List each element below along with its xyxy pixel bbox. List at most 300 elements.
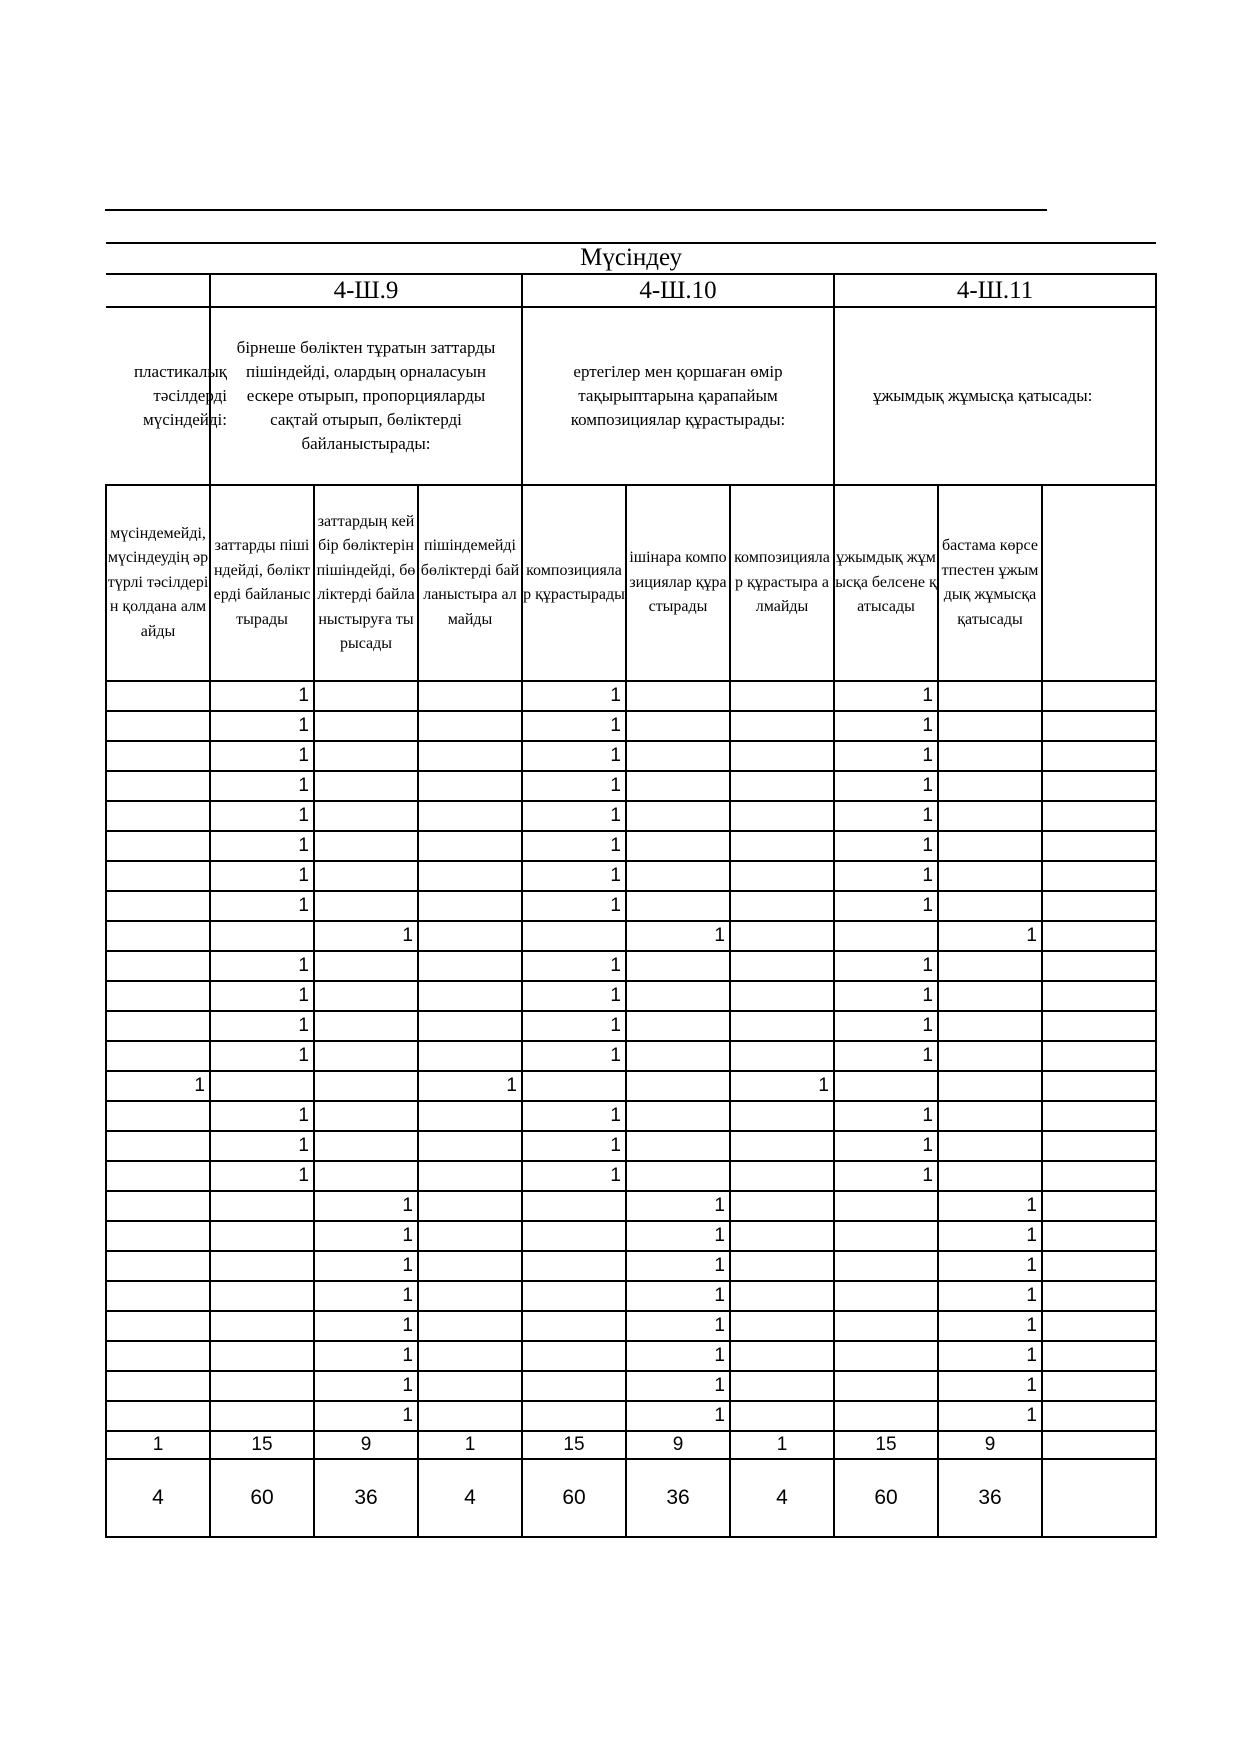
mark-cell bbox=[1042, 1071, 1156, 1101]
mark-cell bbox=[626, 1011, 730, 1041]
mark-cell: 1 bbox=[210, 801, 314, 831]
mark-cell bbox=[418, 1191, 522, 1221]
mark-cell: 1 bbox=[210, 951, 314, 981]
mark-cell bbox=[1042, 921, 1156, 951]
total-cell bbox=[1042, 1431, 1156, 1459]
mark-cell bbox=[938, 951, 1042, 981]
mark-cell bbox=[1042, 1401, 1156, 1431]
mark-cell bbox=[1042, 891, 1156, 921]
table-row bbox=[106, 1311, 1156, 1341]
table-row bbox=[106, 1341, 1156, 1371]
mark-cell: 1 bbox=[210, 891, 314, 921]
mark-cell: 1 bbox=[314, 1251, 418, 1281]
subheader-2: заттарды пішіндейді, бөліктерді байланыстырады bbox=[210, 485, 314, 681]
mark-cell bbox=[730, 1311, 834, 1341]
mark-cell bbox=[834, 1311, 938, 1341]
mark-cell: 1 bbox=[834, 1101, 938, 1131]
mark-cell bbox=[730, 681, 834, 711]
mark-cell: 1 bbox=[626, 1221, 730, 1251]
mark-cell bbox=[730, 831, 834, 861]
mark-cell bbox=[730, 891, 834, 921]
mark-cell bbox=[418, 981, 522, 1011]
mark-cell bbox=[730, 1191, 834, 1221]
mark-cell bbox=[106, 831, 210, 861]
mark-cell: 1 bbox=[210, 1011, 314, 1041]
total-cell: 9 bbox=[938, 1431, 1042, 1459]
total-cell: 9 bbox=[314, 1431, 418, 1459]
mark-cell bbox=[314, 1071, 418, 1101]
mark-cell: 1 bbox=[522, 981, 626, 1011]
mark-cell bbox=[730, 921, 834, 951]
percent-cell: 4 bbox=[418, 1459, 522, 1537]
mark-cell bbox=[626, 951, 730, 981]
mark-cell bbox=[106, 861, 210, 891]
mark-cell bbox=[626, 981, 730, 1011]
mark-cell bbox=[626, 681, 730, 711]
mark-cell bbox=[106, 801, 210, 831]
mark-cell: 1 bbox=[938, 1221, 1042, 1251]
mark-cell bbox=[418, 741, 522, 771]
mark-cell bbox=[938, 1161, 1042, 1191]
total-cell: 15 bbox=[522, 1431, 626, 1459]
mark-cell bbox=[730, 1011, 834, 1041]
mark-cell: 1 bbox=[834, 741, 938, 771]
mark-cell: 1 bbox=[210, 981, 314, 1011]
mark-cell: 1 bbox=[210, 771, 314, 801]
mark-cell: 1 bbox=[834, 831, 938, 861]
mark-cell: 1 bbox=[938, 1371, 1042, 1401]
mark-cell bbox=[418, 771, 522, 801]
mark-cell bbox=[418, 1041, 522, 1071]
mark-cell bbox=[1042, 1251, 1156, 1281]
mark-cell: 1 bbox=[834, 891, 938, 921]
mark-cell bbox=[626, 831, 730, 861]
assessment-sheet bbox=[105, 242, 1093, 1592]
total-cell: 15 bbox=[210, 1431, 314, 1459]
mark-cell bbox=[210, 1341, 314, 1371]
mark-cell bbox=[626, 1041, 730, 1071]
subheader-row bbox=[106, 485, 1156, 681]
mark-cell bbox=[1042, 1371, 1156, 1401]
mark-cell bbox=[106, 1101, 210, 1131]
mark-cell: 1 bbox=[834, 1131, 938, 1161]
table-row bbox=[106, 801, 1156, 831]
mark-cell bbox=[938, 1011, 1042, 1041]
mark-cell bbox=[522, 1311, 626, 1341]
mark-cell bbox=[730, 1401, 834, 1431]
total-cell: 1 bbox=[106, 1431, 210, 1459]
mark-cell bbox=[626, 1101, 730, 1131]
mark-cell bbox=[106, 1251, 210, 1281]
mark-cell bbox=[106, 1311, 210, 1341]
description-4-sh-11: ұжымдық жұмысқа қатысады: bbox=[834, 307, 1156, 485]
mark-cell bbox=[834, 921, 938, 951]
mark-cell: 1 bbox=[626, 1191, 730, 1221]
mark-cell: 1 bbox=[106, 1071, 210, 1101]
mark-cell bbox=[1042, 801, 1156, 831]
mark-cell bbox=[106, 1011, 210, 1041]
description-partial: пластикалық тәсілдерді мүсіндейді: bbox=[106, 307, 210, 485]
table-row bbox=[106, 1191, 1156, 1221]
subheader-1: мүсіндемейді, мүсіндеудің әртүрлі тәсілдерін қолдана алмайды bbox=[106, 485, 210, 681]
mark-cell bbox=[418, 1371, 522, 1401]
mark-cell: 1 bbox=[938, 921, 1042, 951]
mark-cell bbox=[938, 711, 1042, 741]
table-row bbox=[106, 1251, 1156, 1281]
mark-cell: 1 bbox=[314, 1341, 418, 1371]
mark-cell bbox=[314, 981, 418, 1011]
mark-cell: 1 bbox=[938, 1341, 1042, 1371]
mark-cell bbox=[106, 681, 210, 711]
mark-cell bbox=[106, 951, 210, 981]
mark-cell bbox=[1042, 771, 1156, 801]
mark-cell bbox=[210, 1221, 314, 1251]
mark-cell: 1 bbox=[522, 681, 626, 711]
mark-cell bbox=[938, 741, 1042, 771]
mark-cell bbox=[210, 1371, 314, 1401]
mark-cell: 1 bbox=[522, 771, 626, 801]
mark-cell bbox=[1042, 1281, 1156, 1311]
mark-cell: 1 bbox=[522, 1011, 626, 1041]
mark-cell: 1 bbox=[938, 1281, 1042, 1311]
mark-cell bbox=[834, 1341, 938, 1371]
mark-cell: 1 bbox=[626, 921, 730, 951]
mark-cell bbox=[106, 1191, 210, 1221]
mark-cell bbox=[626, 801, 730, 831]
mark-cell bbox=[106, 1371, 210, 1401]
mark-cell bbox=[314, 681, 418, 711]
mark-cell bbox=[106, 711, 210, 741]
mark-cell bbox=[106, 1131, 210, 1161]
mark-cell bbox=[730, 1281, 834, 1311]
mark-cell bbox=[522, 1251, 626, 1281]
mark-cell bbox=[418, 1401, 522, 1431]
mark-cell: 1 bbox=[522, 951, 626, 981]
mark-cell bbox=[522, 1371, 626, 1401]
mark-cell bbox=[938, 1041, 1042, 1071]
mark-cell bbox=[106, 1401, 210, 1431]
description-row bbox=[106, 307, 1156, 485]
mark-cell bbox=[730, 1131, 834, 1161]
mark-cell: 1 bbox=[210, 741, 314, 771]
percent-cell: 36 bbox=[626, 1459, 730, 1537]
table-row bbox=[106, 741, 1156, 771]
code-row bbox=[106, 274, 1156, 307]
mark-cell: 1 bbox=[210, 681, 314, 711]
code-4-sh-11: 4-Ш.11 bbox=[834, 274, 1156, 307]
mark-cell bbox=[314, 771, 418, 801]
totals-row bbox=[106, 1431, 1156, 1459]
table-row bbox=[106, 1371, 1156, 1401]
mark-cell bbox=[210, 1071, 314, 1101]
mark-cell: 1 bbox=[834, 801, 938, 831]
mark-cell: 1 bbox=[938, 1311, 1042, 1341]
mark-cell: 1 bbox=[522, 1131, 626, 1161]
mark-cell bbox=[106, 1041, 210, 1071]
mark-cell: 1 bbox=[314, 1281, 418, 1311]
mark-cell: 1 bbox=[522, 1101, 626, 1131]
mark-cell bbox=[938, 1131, 1042, 1161]
mark-cell: 1 bbox=[626, 1311, 730, 1341]
mark-cell bbox=[418, 1101, 522, 1131]
mark-cell bbox=[106, 741, 210, 771]
mark-cell bbox=[106, 921, 210, 951]
mark-cell bbox=[938, 1071, 1042, 1101]
mark-cell bbox=[834, 1401, 938, 1431]
table-row bbox=[106, 1281, 1156, 1311]
table-row bbox=[106, 1401, 1156, 1431]
mark-cell bbox=[1042, 861, 1156, 891]
mark-cell: 1 bbox=[210, 1101, 314, 1131]
mark-cell bbox=[730, 1341, 834, 1371]
mark-cell bbox=[1042, 1101, 1156, 1131]
code-4-sh-10: 4-Ш.10 bbox=[522, 274, 834, 307]
mark-cell bbox=[210, 921, 314, 951]
mark-cell: 1 bbox=[210, 1131, 314, 1161]
assessment-table bbox=[105, 242, 1157, 1538]
mark-cell bbox=[314, 801, 418, 831]
mark-cell bbox=[730, 1371, 834, 1401]
mark-cell: 1 bbox=[834, 711, 938, 741]
mark-cell bbox=[418, 1161, 522, 1191]
mark-cell: 1 bbox=[522, 831, 626, 861]
mark-cell bbox=[1042, 1191, 1156, 1221]
mark-cell: 1 bbox=[834, 951, 938, 981]
mark-cell bbox=[418, 1251, 522, 1281]
mark-cell bbox=[418, 951, 522, 981]
table-row bbox=[106, 771, 1156, 801]
code-4-sh-9: 4-Ш.9 bbox=[210, 274, 522, 307]
mark-cell: 1 bbox=[210, 861, 314, 891]
mark-cell bbox=[314, 1041, 418, 1071]
subheader-9: бастама көрсетпестен ұжымдық жұмысқа қатысады bbox=[938, 485, 1042, 681]
mark-cell: 1 bbox=[522, 741, 626, 771]
mark-cell: 1 bbox=[314, 921, 418, 951]
mark-cell: 1 bbox=[314, 1191, 418, 1221]
mark-cell bbox=[106, 1341, 210, 1371]
mark-cell: 1 bbox=[834, 981, 938, 1011]
mark-cell: 1 bbox=[626, 1341, 730, 1371]
mark-cell bbox=[418, 921, 522, 951]
description-4-sh-10: ертегілер мен қоршаған өмір тақырыптарына қарапайым композициялар құрастырады: bbox=[522, 307, 834, 485]
mark-cell bbox=[1042, 831, 1156, 861]
mark-cell: 1 bbox=[938, 1401, 1042, 1431]
code-cell-empty bbox=[106, 274, 210, 307]
mark-cell bbox=[1042, 681, 1156, 711]
mark-cell bbox=[210, 1251, 314, 1281]
table-row bbox=[106, 951, 1156, 981]
mark-cell bbox=[626, 711, 730, 741]
mark-cell: 1 bbox=[522, 1041, 626, 1071]
mark-cell bbox=[834, 1251, 938, 1281]
table-row bbox=[106, 981, 1156, 1011]
table-row bbox=[106, 711, 1156, 741]
mark-cell bbox=[314, 1101, 418, 1131]
mark-cell bbox=[730, 1101, 834, 1131]
table-row bbox=[106, 681, 1156, 711]
mark-cell: 1 bbox=[834, 771, 938, 801]
mark-cell bbox=[522, 1401, 626, 1431]
mark-cell bbox=[938, 801, 1042, 831]
mark-cell bbox=[522, 1341, 626, 1371]
mark-cell bbox=[314, 891, 418, 921]
mark-cell: 1 bbox=[314, 1221, 418, 1251]
percent-cell: 4 bbox=[106, 1459, 210, 1537]
mark-cell bbox=[834, 1191, 938, 1221]
percent-cell: 36 bbox=[938, 1459, 1042, 1537]
mark-cell bbox=[626, 861, 730, 891]
mark-cell: 1 bbox=[314, 1371, 418, 1401]
table-row bbox=[106, 1041, 1156, 1071]
subheader-7: композициялар құрастыра алмайды bbox=[730, 485, 834, 681]
mark-cell bbox=[626, 741, 730, 771]
mark-cell bbox=[418, 1311, 522, 1341]
mark-cell bbox=[1042, 981, 1156, 1011]
table-row bbox=[106, 1221, 1156, 1251]
mark-cell bbox=[938, 831, 1042, 861]
mark-cell: 1 bbox=[522, 891, 626, 921]
subheader-clipped bbox=[1042, 485, 1156, 681]
mark-cell bbox=[418, 891, 522, 921]
mark-cell bbox=[626, 1161, 730, 1191]
mark-cell: 1 bbox=[626, 1371, 730, 1401]
mark-cell bbox=[938, 861, 1042, 891]
table-row bbox=[106, 1131, 1156, 1161]
mark-cell bbox=[730, 801, 834, 831]
table-row bbox=[106, 1011, 1156, 1041]
mark-cell bbox=[418, 861, 522, 891]
mark-cell bbox=[418, 1341, 522, 1371]
table-row bbox=[106, 831, 1156, 861]
mark-cell bbox=[834, 1281, 938, 1311]
mark-cell bbox=[730, 861, 834, 891]
mark-cell bbox=[418, 1221, 522, 1251]
mark-cell bbox=[730, 951, 834, 981]
mark-cell bbox=[314, 1011, 418, 1041]
percent-cell bbox=[1042, 1459, 1156, 1537]
mark-cell bbox=[626, 1071, 730, 1101]
mark-cell bbox=[210, 1311, 314, 1341]
mark-cell bbox=[834, 1371, 938, 1401]
mark-cell bbox=[1042, 1041, 1156, 1071]
mark-cell bbox=[314, 741, 418, 771]
mark-cell bbox=[938, 1101, 1042, 1131]
mark-cell bbox=[314, 831, 418, 861]
table-row bbox=[106, 861, 1156, 891]
total-cell: 1 bbox=[730, 1431, 834, 1459]
mark-cell: 1 bbox=[834, 861, 938, 891]
subheader-6: ішінара композициялар құрастырады bbox=[626, 485, 730, 681]
mark-cell bbox=[938, 981, 1042, 1011]
mark-cell bbox=[730, 981, 834, 1011]
mark-cell bbox=[418, 1281, 522, 1311]
mark-cell bbox=[106, 891, 210, 921]
mark-cell: 1 bbox=[626, 1251, 730, 1281]
mark-cell: 1 bbox=[626, 1401, 730, 1431]
mark-cell: 1 bbox=[522, 801, 626, 831]
description-4-sh-9: бірнеше бөліктен тұратын заттарды пішіндейді, олардың орналасуын ескере отырып, пропорцияларды сақтай отырып, бөліктерді байланыстырады: bbox=[210, 307, 522, 485]
mark-cell: 1 bbox=[834, 1161, 938, 1191]
mark-cell bbox=[418, 1011, 522, 1041]
mark-cell bbox=[834, 1221, 938, 1251]
mark-cell: 1 bbox=[938, 1191, 1042, 1221]
mark-cell bbox=[418, 831, 522, 861]
mark-cell bbox=[938, 891, 1042, 921]
mark-cell bbox=[106, 1281, 210, 1311]
mark-cell: 1 bbox=[626, 1281, 730, 1311]
mark-cell bbox=[522, 1221, 626, 1251]
mark-cell bbox=[522, 1071, 626, 1101]
mark-cell bbox=[730, 1251, 834, 1281]
percent-cell: 60 bbox=[522, 1459, 626, 1537]
mark-cell bbox=[314, 861, 418, 891]
mark-cell: 1 bbox=[210, 711, 314, 741]
mark-cell bbox=[626, 891, 730, 921]
mark-cell: 1 bbox=[730, 1071, 834, 1101]
mark-cell bbox=[106, 1221, 210, 1251]
mark-cell bbox=[210, 1401, 314, 1431]
mark-cell bbox=[1042, 1311, 1156, 1341]
mark-cell: 1 bbox=[938, 1251, 1042, 1281]
subheader-4: пішіндемейді бөліктерді байланыстыра алмайды bbox=[418, 485, 522, 681]
mark-cell: 1 bbox=[210, 1161, 314, 1191]
total-cell: 15 bbox=[834, 1431, 938, 1459]
mark-cell bbox=[938, 771, 1042, 801]
mark-cell bbox=[210, 1281, 314, 1311]
table-row bbox=[106, 1071, 1156, 1101]
mark-cell: 1 bbox=[522, 711, 626, 741]
table-row bbox=[106, 1161, 1156, 1191]
mark-cell: 1 bbox=[834, 1041, 938, 1071]
table-row bbox=[106, 1101, 1156, 1131]
mark-cell bbox=[522, 921, 626, 951]
mark-cell bbox=[314, 1161, 418, 1191]
section-title: Мүсіндеу bbox=[106, 243, 1156, 274]
total-cell: 9 bbox=[626, 1431, 730, 1459]
mark-cell bbox=[1042, 951, 1156, 981]
mark-cell bbox=[314, 951, 418, 981]
subheader-3: заттардың кейбір бөліктерін пішіндейді, бөліктерді байланыстыруға тырысады bbox=[314, 485, 418, 681]
mark-cell bbox=[210, 1191, 314, 1221]
mark-cell bbox=[730, 771, 834, 801]
mark-cell bbox=[1042, 1011, 1156, 1041]
percent-cell: 60 bbox=[210, 1459, 314, 1537]
mark-cell bbox=[522, 1281, 626, 1311]
mark-cell: 1 bbox=[210, 831, 314, 861]
subheader-8: ұжымдық жұмысқа белсене қатысады bbox=[834, 485, 938, 681]
percent-cell: 4 bbox=[730, 1459, 834, 1537]
mark-cell: 1 bbox=[522, 861, 626, 891]
mark-cell bbox=[730, 1161, 834, 1191]
table-row bbox=[106, 921, 1156, 951]
mark-cell: 1 bbox=[522, 1161, 626, 1191]
mark-cell bbox=[418, 801, 522, 831]
mark-cell: 1 bbox=[834, 681, 938, 711]
mark-cell bbox=[626, 1131, 730, 1161]
mark-cell bbox=[730, 1221, 834, 1251]
mark-cell bbox=[1042, 711, 1156, 741]
mark-cell: 1 bbox=[314, 1401, 418, 1431]
mark-cell bbox=[1042, 1341, 1156, 1371]
mark-cell bbox=[626, 771, 730, 801]
mark-cell bbox=[1042, 1131, 1156, 1161]
subheader-5: композициялар құрастырады bbox=[522, 485, 626, 681]
mark-cell bbox=[314, 711, 418, 741]
mark-cell bbox=[730, 1041, 834, 1071]
mark-cell: 1 bbox=[418, 1071, 522, 1101]
mark-cell bbox=[1042, 1161, 1156, 1191]
mark-cell bbox=[106, 771, 210, 801]
